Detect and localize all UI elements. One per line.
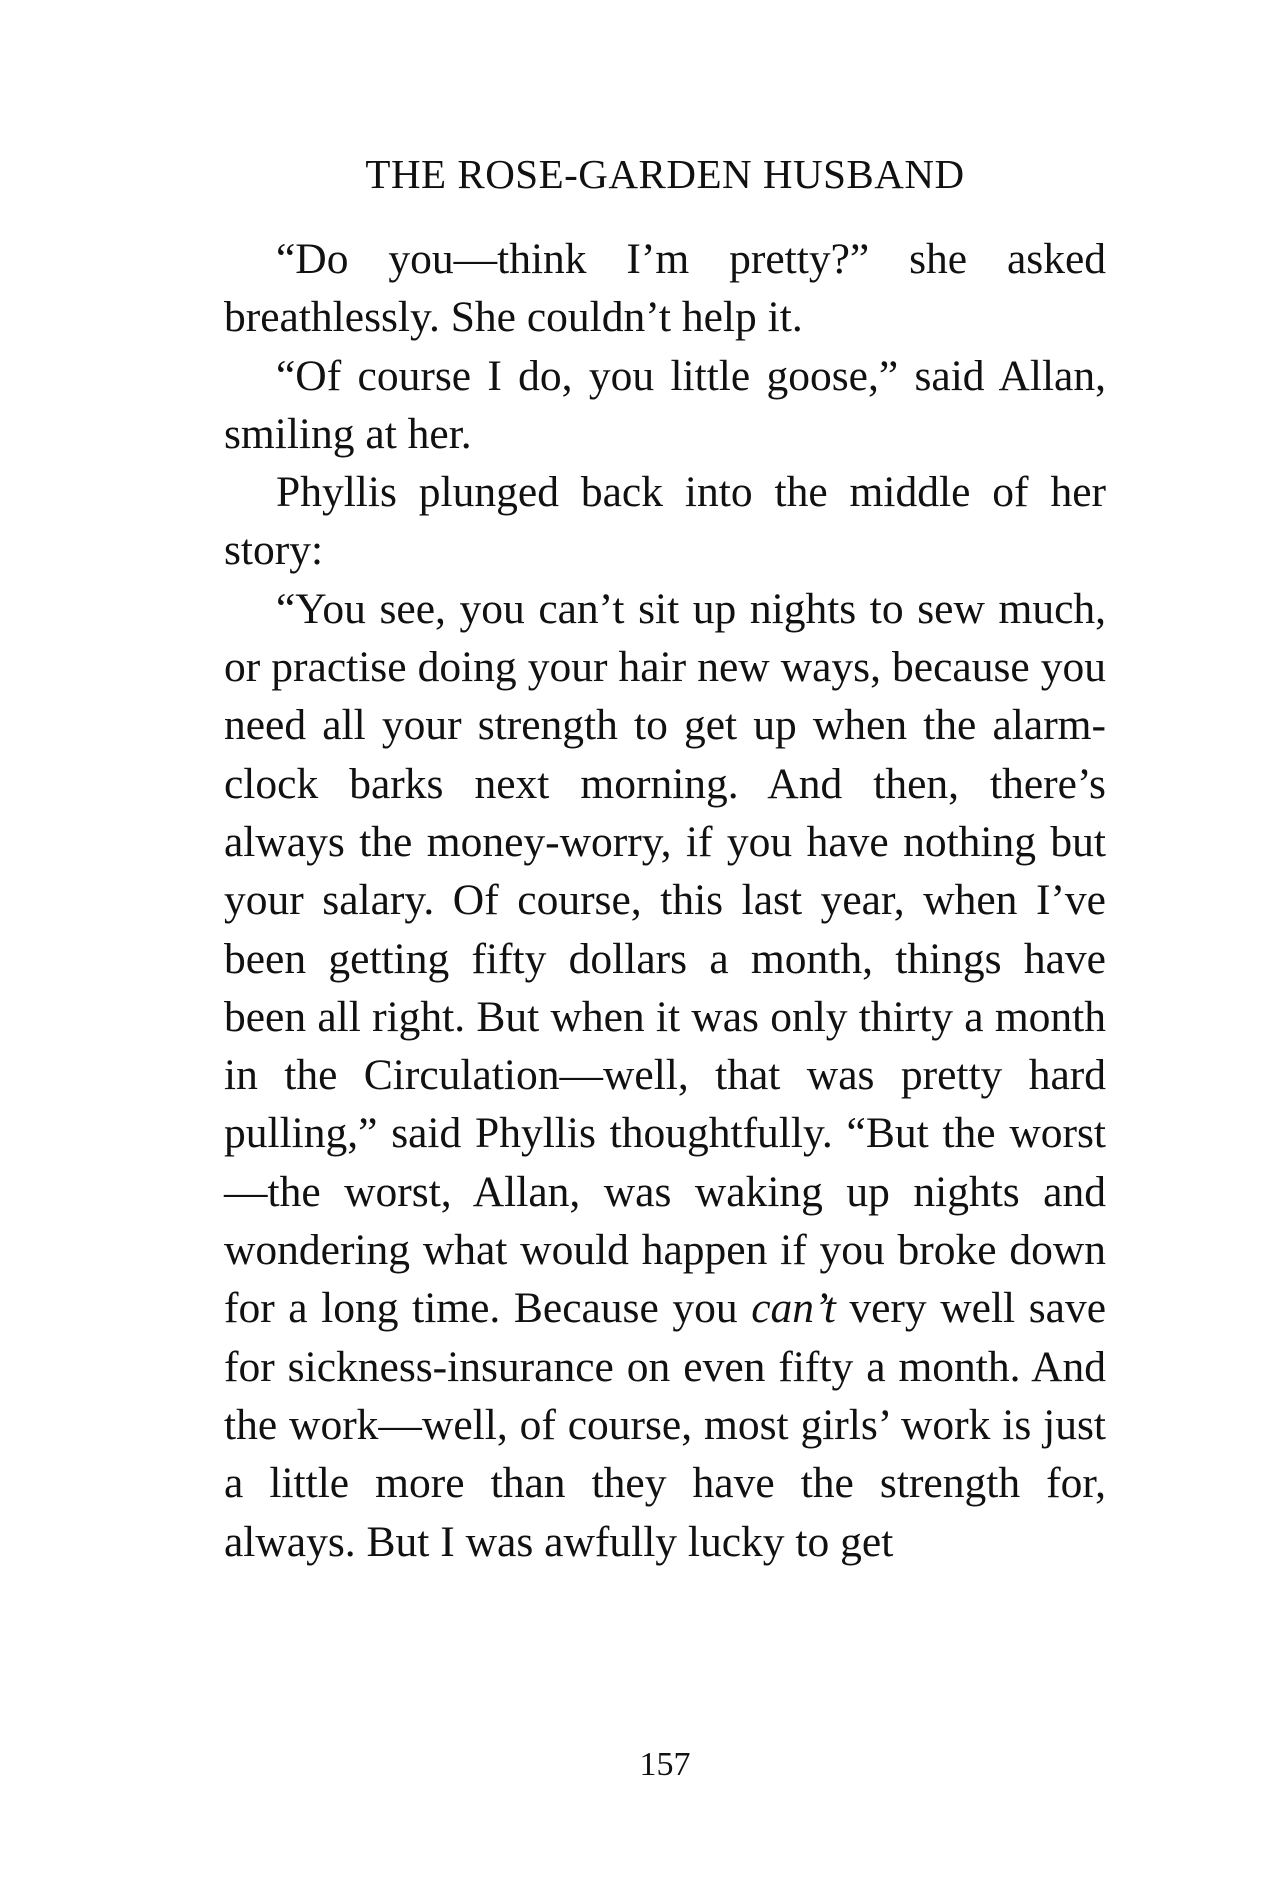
paragraph-3: Phyllis plunged back into the middle of her story: — [224, 468, 1106, 575]
paragraph-4-text-before: “You see, you can’t sit up nights to sew much, or practise doing your hair new ways, because you need all your strength to get up when the alarm-clock barks next morning. And then, there’s always the money-worry, if you have nothing but your salary. Of course, this last year, when I’ve been getting fifty dollars a month, things have been all right. But when it was only thirty a month in the Circulation—well, that was pretty hard pulling,” said Phyllis thoughtfully. “But the worst—the worst, Allan, was waking up nights and wondering what would happen if you broke down for a long time. Because you — [224, 584, 1106, 1333]
page-number: 157 — [639, 1746, 691, 1783]
paragraph-1: “Do you—think I’m pretty?” she asked breathlessly. She couldn’t help it. — [224, 235, 1106, 342]
paragraph-2: “Of course I do, you little goose,” said Allan, smiling at her. — [224, 351, 1106, 458]
paragraph-4 — [224, 580, 1106, 1571]
paragraph-4-text-after: very well save for sickness-insurance on even fifty a month. And the work—well, of course, most girls’ work is just a little more than they have the strength for, always. But I was awfully lucky to get — [224, 1284, 1107, 1566]
body-text — [224, 230, 1106, 1571]
paragraph-4-emphasis: can’t — [751, 1284, 836, 1333]
running-head: THE ROSE-GARDEN HUSBAND — [365, 151, 965, 197]
